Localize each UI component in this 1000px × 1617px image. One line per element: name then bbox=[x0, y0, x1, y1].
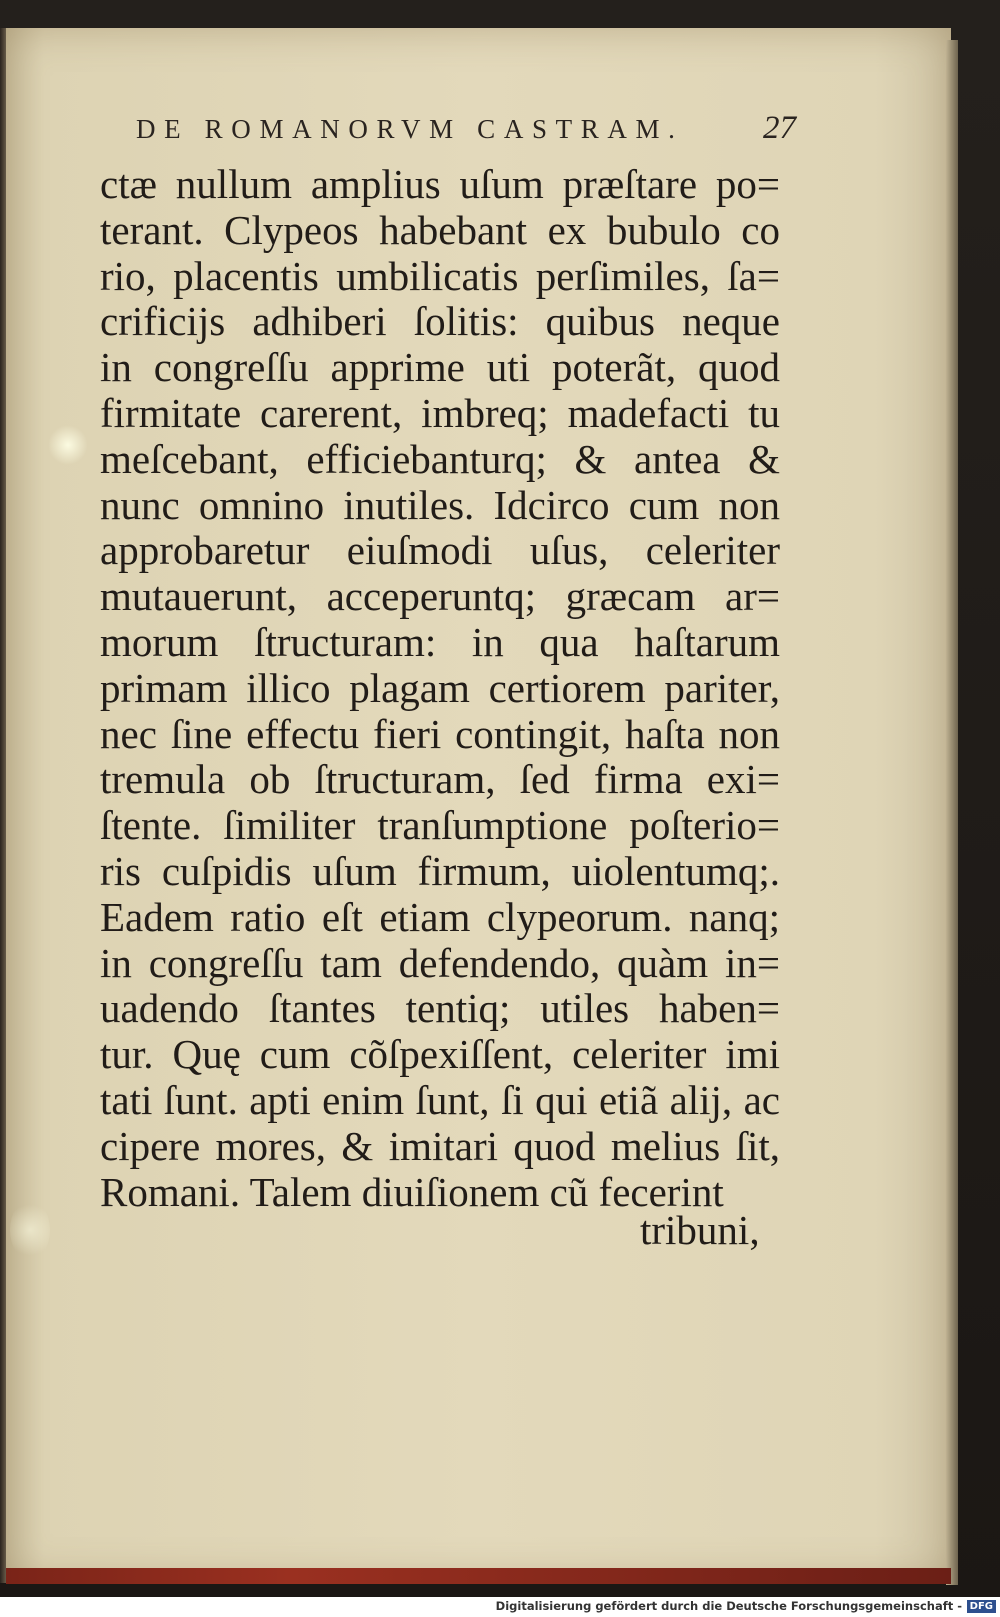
text-line: meſcebant, efficiebanturq; & antea & bbox=[100, 435, 780, 482]
text-line: mutauerunt, acceperuntq; græcam ar= bbox=[100, 573, 780, 620]
catchword: tribuni, bbox=[640, 1207, 760, 1253]
text-line: in congreſſu tam defendendo, quàm in= bbox=[100, 939, 780, 986]
text-line: morum ſtructuram: in qua haſtarum bbox=[100, 618, 780, 665]
text-line: primam illico plagam certiorem pariter, bbox=[100, 664, 780, 711]
text-line: terant. Clypeos habebant ex bubulo co bbox=[100, 206, 780, 253]
light-reflection bbox=[10, 1200, 50, 1260]
text-line: nunc omnino inutiles. Idcirco cum non bbox=[100, 481, 780, 528]
page-edge-bottom bbox=[6, 1568, 951, 1584]
text-line: nec ſine effectu fieri contingit, haſta non bbox=[100, 710, 780, 757]
funding-credit: Digitalisierung gefördert durch die Deutsche Forschungsgemeinschaft - bbox=[495, 1599, 962, 1613]
running-header bbox=[136, 110, 796, 154]
text-line: tur. Quę cum cõſpexiſſent, celeriter imi bbox=[100, 1031, 780, 1078]
text-line: Romani. Talem diuiſionem cũ fecerint bbox=[100, 1168, 724, 1215]
text-line: uadendo ſtantes tentiq; utiles haben= bbox=[100, 985, 780, 1032]
text-line: approbaretur eiuſmodi uſus, celeriter bbox=[100, 527, 780, 574]
text-line: ſtente. ſimiliter tranſumptione poſterio= bbox=[100, 802, 780, 849]
digitization-footer bbox=[0, 1597, 1000, 1617]
text-line: cipere mores, & imitari quod melius ſit, bbox=[100, 1122, 780, 1169]
running-title: DE ROMANORVM CASTRAM. bbox=[136, 114, 684, 144]
text-line: ris cuſpidis uſum firmum, uiolentumq;. bbox=[100, 847, 780, 894]
text-line: tremula ob ſtructuram, ſed firma exi= bbox=[100, 756, 780, 803]
text-line: in congreſſu apprime uti poterãt, quod bbox=[100, 344, 780, 391]
text-line: firmitate carerent, imbreq; madefacti tu bbox=[100, 389, 780, 436]
body-text bbox=[100, 162, 780, 1215]
text-line: ctæ nullum amplius uſum præſtare po= bbox=[100, 161, 780, 207]
page-edge-right bbox=[946, 40, 958, 1585]
text-line: Eadem ratio eſt etiam clypeorum. nanq; bbox=[100, 893, 780, 940]
text-line: crificijs adhiberi ſolitis: quibus neque bbox=[100, 298, 780, 345]
page-number: 27 bbox=[763, 110, 796, 146]
light-reflection bbox=[48, 425, 88, 465]
dfg-logo: DFG bbox=[967, 1600, 996, 1613]
text-line: rio, placentis umbilicatis perſimiles, ſa= bbox=[100, 252, 780, 299]
text-line: tati ſunt. apti enim ſunt, ſi qui etiã alij, ac bbox=[100, 1076, 780, 1123]
